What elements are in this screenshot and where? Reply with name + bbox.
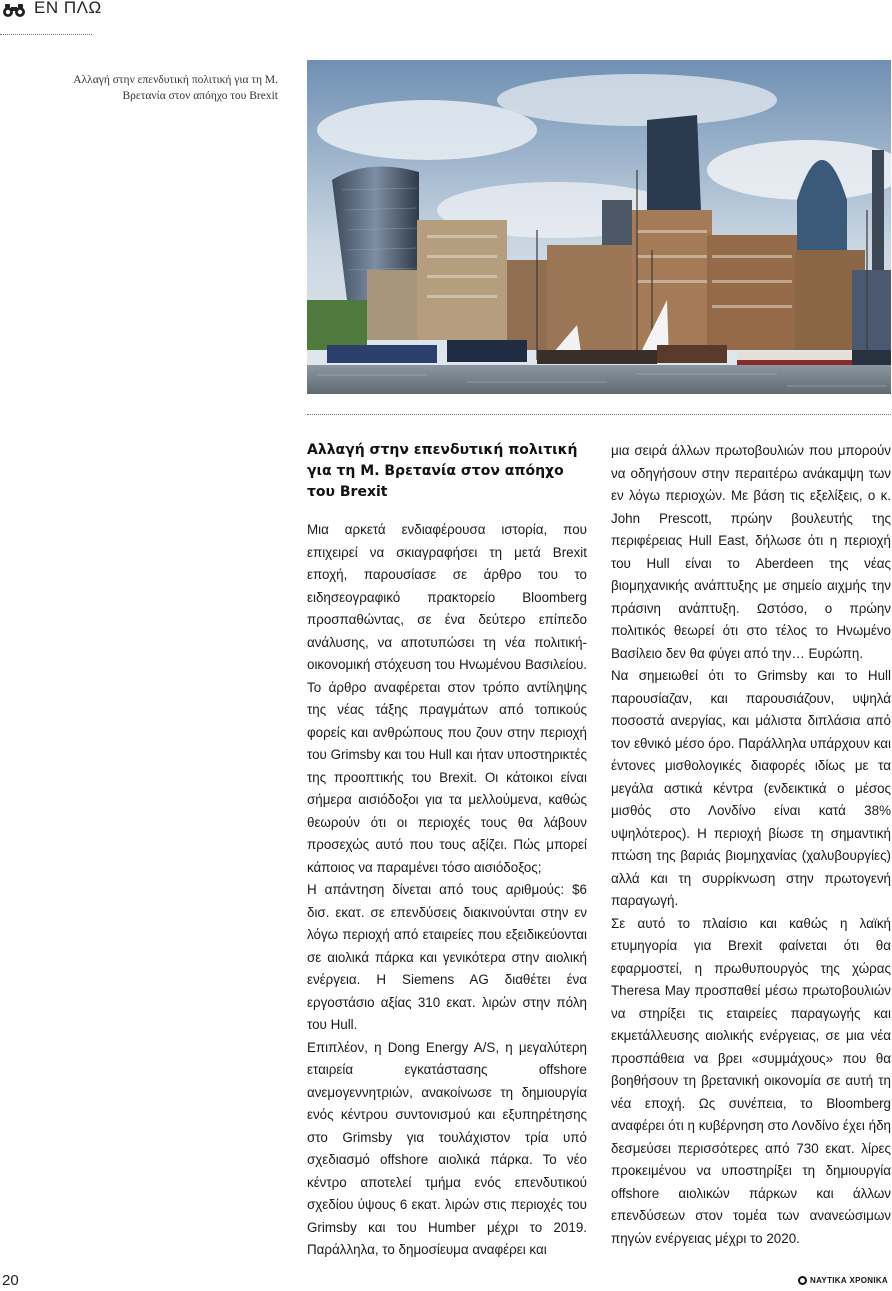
photo-divider	[307, 414, 891, 415]
page-number: 20	[2, 1272, 19, 1289]
article-paragraph: μια σειρά άλλων πρωτοβουλιών που μπορούν να οδηγήσουν στην περαιτέρω ανάκαμψη των εν λόγω περιοχών. Με βάση τις εξελίξεις, ο κ. John Prescott, πρώην βουλευτής της περιφέρειας Hull East, δήλωσε ότι η περιοχή του Hull είναι το Aberdeen της νέας βιομηχανικής ανάπτυξης με σημείο αιχμής την πράσινη ανάπτυξη. Ωστόσο, ο πρώην πολιτικός θεωρεί ότι στο τέλος το Ηνωμένο Βασίλειο δεν θα φύγει από την… Ευρώπη.	[611, 443, 891, 661]
article-paragraph: Να σημειωθεί ότι το Grimsby και το Hull παρουσίαζαν, και παρουσιάζουν, υψηλά ποσοστά ανεργίας, και μάλιστα διπλάσια από τον εθνικό μέσο όρο. Παράλληλα υπάρχουν και έντονες μισθολογικές διαφορές ιδίως με τα μεγάλα αστικά κέντρα (ενδεικτικά ο μέσος μισθός στο Λονδίνο είναι κατά 38% υψηλότερος). Η περιοχή βίωσε τη σημαντική πτώση της βαριάς βιομηχανίας (χαλυβουργίες) αλλά και τη συρρίκνωση στην πρωτογενή παραγωγή.	[611, 668, 891, 908]
page-header	[0, 0, 400, 24]
footer-brand	[798, 1276, 888, 1285]
article-headline: Αλλαγή στην επενδυτική πολιτική για τη Μ. Βρετανία στον απόηχο του Brexit	[307, 442, 578, 500]
article-column-1	[307, 440, 587, 1262]
london-skyline-photo	[307, 60, 891, 394]
article-paragraph: Επιπλέον, η Dong Energy A/S, η μεγαλύτερη εταιρεία εγκατάστασης offshore ανεμογεννητριών, ανακοίνωσε τη δημιουργία ενός κέντρου συντονισμού και εξυπηρέτησης στο Grimsby για τουλάχιστον τρία υπό σχεδιασμό offshore αιολικά πάρκα. Το νέο κέντρο αποτελεί τμήμα ενός επενδυτικού σχεδίου ύψους 6 εκατ. λιρών στις περιοχές του Grimsby και του Humber μέχρι το 2019. Παράλληλα, το δημοσίευμα αναφέρει και	[307, 1039, 587, 1257]
header-divider	[0, 34, 92, 35]
brand-name: ΝΑΥΤΙΚΑ ΧΡΟΝΙΚΑ	[810, 1276, 888, 1285]
section-title: ΕΝ ΠΛΩ	[34, 0, 102, 17]
brand-logo-icon	[798, 1276, 807, 1285]
photo-caption: Αλλαγή στην επενδυτική πολιτική για τη Μ. Βρετανία στον απόηχο του Brexit	[73, 74, 278, 102]
article-column-2	[611, 440, 891, 1250]
binoculars-icon	[2, 2, 26, 18]
article-paragraph: Μια αρκετά ενδιαφέρουσα ιστορία, που επιχειρεί να σκιαγραφήσει τη μετά Brexit εποχή, παρουσίασε σε άρθρο του το ειδησεογραφικό πρακτορείο Bloomberg προσπαθώντας, σε ένα δεύτερο επίπεδο ανάλυσης, να αποτυπώσει τη νέα πολιτική-οικονομική στόχευση του Ηνωμένου Βασιλείου. Το άρθρο αναφέρεται στον τρόπο αντίληψης της νέας τάξης πραγμάτων από τοπικούς φορείς και ανθρώπους που ζουν στην περιοχή του Grimsby και του Hull και ήταν υποστηρικτές της προοπτικής του Brexit. Οι κάτοικοι είναι σήμερα αισιόδοξοι για τα μελλούμενα, καθώς θεωρούν ότι οι περιοχές τους θα λάβουν προσεχώς αυτό που τους αξίζει. Πώς μπορεί κάποιος να παραμένει τόσο αισιόδοξος;	[307, 522, 587, 875]
article-paragraph: Σε αυτό το πλαίσιο και καθώς η λαϊκή ετυμηγορία για Brexit φαίνεται ότι θα εφαρμοστεί, η πρωθυπουργός της χώρας Theresa May προσπαθεί μέσω πρωτοβουλιών να στηρίξει τις εταιρείες παραγωγής και εκμετάλλευσης αιολικής ενέργειας, σε μια νέα προσπάθεια να βρει «συμμάχους» που θα βοηθήσουν τη βρετανική οικονομία σε αυτή τη νέα εποχή. Ως συνέπεια, το Bloomberg αναφέρει ότι η κυβέρνηση στο Λονδίνο έχει ήδη δεσμεύσει περισσότερες από 730 εκατ. λίρες προκειμένου να υποστηρίξει τη δημιουργία offshore αιολικών πάρκων και άλλων επενδύσεων στον τομέα των ανανεώσιμων πηγών ενέργειας μέχρι το 2020.	[611, 915, 891, 1246]
article-paragraph: Η απάντηση δίνεται από τους αριθμούς: $6 δισ. εκατ. σε επενδύσεις διακινούνται στην εν λόγω περιοχή από εταιρείες που εξειδικεύονται σε αιολικά πάρκα και γενικότερα στην αιολική ενέργεια. Η Siemens AG διαθέτει ένα εργοστάσιο αξίας 310 εκατ. λιρών στην πόλη του Hull.	[307, 882, 587, 1032]
